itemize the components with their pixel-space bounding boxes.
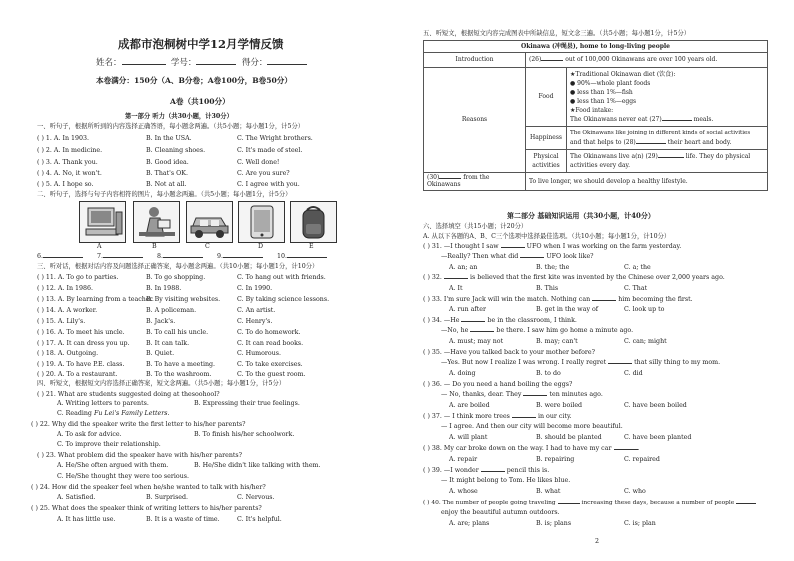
q1-option-b[interactable]: B. In the USA. xyxy=(146,135,192,142)
student-id-field[interactable] xyxy=(196,64,236,65)
car-icon[interactable] xyxy=(186,201,233,243)
q39-option-b[interactable]: B. what xyxy=(536,488,561,495)
q37-option-a[interactable]: A. will plant xyxy=(449,434,488,441)
q17-option-b[interactable]: B. It can talk. xyxy=(146,340,190,347)
q34-option-a[interactable]: A. must; may not xyxy=(449,338,504,345)
q32-option-a[interactable]: A. It xyxy=(449,285,463,292)
question-16[interactable]: ( ) 16. A. To meet his uncle. xyxy=(37,329,125,336)
answer-line-9[interactable]: 9. xyxy=(217,253,263,261)
question-40: ( ) 40. The number of people going traveling increasing these days, because a number of people xyxy=(423,499,756,507)
q18-option-c[interactable]: C. Humorous. xyxy=(237,350,281,357)
question-14[interactable]: ( ) 14. A. A worker. xyxy=(37,307,98,314)
q38-option-b[interactable]: B. repairing xyxy=(536,456,575,463)
question-19[interactable]: ( ) 19. A. To have P.E. class. xyxy=(37,361,125,368)
table-title: Okinawa (冲绳县), home to long-living people xyxy=(424,41,768,53)
question-3[interactable]: ( ) 3. A. Thank you. xyxy=(37,159,98,166)
q40-option-a[interactable]: A. are; plans xyxy=(449,520,490,527)
question-25: ( ) 25. What does the speaker think of writing letters to his/her parents? xyxy=(31,505,262,512)
conclusion-cell: To live longer, we should develop a healthy lifestyle. xyxy=(526,173,768,191)
question-13[interactable]: ( ) 13. A. By learning from a teacher. xyxy=(37,296,154,303)
question-34-reply: —No, he be there. I saw him go home a minute ago. xyxy=(441,327,634,334)
q23-option-b[interactable]: B. He/She didn't like talking with them. xyxy=(194,462,321,469)
question-12[interactable]: ( ) 12. A. In 1986. xyxy=(37,285,94,292)
q36-option-b[interactable]: B. were boiled xyxy=(536,402,583,409)
question-24: ( ) 24. How did the speaker feel when he/she wanted to talk with his/her? xyxy=(31,484,266,491)
q11-option-b[interactable]: B. To go shopping. xyxy=(146,274,206,281)
question-39-reply: — It might belong to Tom. He likes blue. xyxy=(441,477,571,484)
q31-option-b[interactable]: B. the; the xyxy=(536,264,570,271)
blank-31-2[interactable] xyxy=(520,257,544,258)
q31-option-c[interactable]: C. a; the xyxy=(624,264,651,271)
answer-line-8[interactable]: 8. xyxy=(157,253,203,261)
q40-option-c[interactable]: C. is; plan xyxy=(624,520,656,527)
q36-option-a[interactable]: A. are boiled xyxy=(449,402,490,409)
blank-40-1[interactable] xyxy=(558,503,580,504)
question-22: ( ) 22. Why did the speaker write the first letter to his/her parents? xyxy=(31,421,246,428)
happiness-label: Happiness xyxy=(526,127,567,150)
happiness-cell: The Okinawans like joining in different kinds of social activities and that helps to (28) their heart and body. xyxy=(567,127,768,150)
question-33: ( ) 33. I'm sure Jack will win the match. Nothing can him becoming the first. xyxy=(423,296,693,303)
introduction-label: Introduction xyxy=(424,53,526,68)
blank-34-1[interactable] xyxy=(461,321,485,322)
blank-37[interactable] xyxy=(512,417,536,418)
reasons-label: Reasons xyxy=(424,68,526,173)
blank-32[interactable] xyxy=(444,278,468,279)
page-number: 2 xyxy=(595,538,600,545)
section3-instructions: 三、听对话，根据对话内容及问题选择正确答案，每小题念两遍。（共10小题；每小题1分，计10分） xyxy=(37,263,319,270)
q24-option-b[interactable]: B. Surprised. xyxy=(146,494,189,501)
q15-option-c[interactable]: C. Henry's. xyxy=(237,318,273,325)
q40-option-b[interactable]: B. is; plans xyxy=(536,520,572,527)
q16-option-c[interactable]: C. To do homework. xyxy=(237,329,301,336)
blank-30[interactable] xyxy=(439,178,461,179)
q31-option-a[interactable]: A. an; an xyxy=(449,264,478,271)
q18-option-b[interactable]: B. Quiet. xyxy=(146,350,175,357)
question-11[interactable]: ( ) 11. A. To go to parties. xyxy=(37,274,119,281)
food-label: Food xyxy=(526,68,567,127)
q25-option-a[interactable]: A. It has little use. xyxy=(57,516,116,523)
question-38: ( ) 38. My car broke down on the way. I had to have my car . xyxy=(423,445,640,452)
blank-31-1[interactable] xyxy=(501,247,525,248)
q35-option-b[interactable]: B. to do xyxy=(536,370,561,377)
q12-option-c[interactable]: C. In 1990. xyxy=(237,285,273,292)
q4-option-b[interactable]: B. That's OK. xyxy=(146,170,189,177)
q1-option-a[interactable]: ( ) 1. A. In 1903. xyxy=(37,135,90,142)
question-4[interactable]: ( ) 4. A. No, it won't. xyxy=(37,170,102,177)
q39-option-c[interactable]: C. who xyxy=(624,488,646,495)
q38-option-c[interactable]: C. repaired xyxy=(624,456,660,463)
question-15[interactable]: ( ) 15. A. Lily's. xyxy=(37,318,86,325)
q37-option-c[interactable]: C. have been planted xyxy=(624,434,692,441)
question-20[interactable]: ( ) 20. A. To a restaurant. xyxy=(37,371,118,378)
q13-option-c[interactable]: C. By taking science lessons. xyxy=(237,296,330,303)
q1-option-c[interactable]: C. The Wright brothers. xyxy=(237,135,313,142)
part1-title: 第一部分 听力（共30小题，计30分） xyxy=(125,113,233,120)
reading-person-icon[interactable] xyxy=(133,201,180,243)
section-a-title: A卷（共100分） xyxy=(170,97,230,106)
q16-option-b[interactable]: B. To call his uncle. xyxy=(146,329,209,336)
q19-option-c[interactable]: C. To take exercises. xyxy=(237,361,303,368)
score-note: 本卷满分：150分（A、B分卷；A卷100分，B卷50分） xyxy=(96,76,292,85)
answer-line-6[interactable]: 6. xyxy=(37,253,83,261)
blank-39[interactable] xyxy=(481,471,505,472)
section4-instructions: 四、听短文，根据短文内容选择正确答案，短文念两遍。（共5小题；每小题1分，计5分） xyxy=(37,380,286,387)
q20-option-c[interactable]: C. To the guest room. xyxy=(237,371,306,378)
q33-option-b[interactable]: B. get in the way of xyxy=(536,306,599,313)
picture-label-a: A xyxy=(97,243,102,250)
q22-option-b[interactable]: B. To finish his/her schoolwork. xyxy=(194,431,295,438)
question-23: ( ) 23. What problem did the speaker have with his/her parents? xyxy=(37,452,243,459)
question-35: ( ) 35. —Have you talked back to your mother before? xyxy=(423,349,595,356)
blank-26[interactable] xyxy=(541,60,563,61)
q5-option-b[interactable]: B. Not at all. xyxy=(146,181,187,188)
q2-option-c[interactable]: C. It's made of steel. xyxy=(237,147,303,154)
table-header-row xyxy=(424,41,768,53)
blank-34-2[interactable] xyxy=(470,331,494,332)
blank-27[interactable] xyxy=(662,120,692,121)
picture-label-c: C xyxy=(205,243,210,250)
name-label: 姓名： xyxy=(96,58,122,68)
q4-option-c[interactable]: C. Are you sure? xyxy=(237,170,290,177)
question-34: ( ) 34. —He be in the classroom, I think. xyxy=(423,317,577,324)
food-cell: ★Traditional Okinawan diet (饮食): ● 90%—whole plant foods ● less than 1%—fish ● less than 1%—eggs ★Food intake: The Okinawans never eat (27) meals. xyxy=(567,68,768,127)
answer-line-10[interactable]: 10. xyxy=(277,253,327,261)
student-id-label: 学号： xyxy=(170,58,197,68)
question-37-reply: — I agree. And then our city will become more beautiful. xyxy=(441,423,623,430)
q25-option-c[interactable]: C. It's helpful. xyxy=(237,516,282,523)
q23-option-a[interactable]: A. He/She often argued with them. xyxy=(57,462,169,469)
q21-option-a[interactable]: A. Writing letters to parents. xyxy=(57,400,149,407)
q25-option-b[interactable]: B. It is a waste of time. xyxy=(146,516,220,523)
q33-option-a[interactable]: A. run after xyxy=(449,306,487,313)
right-page xyxy=(397,0,794,561)
question-35-reply: —Yes. But now I realize I was wrong. I really regret that silly thing to my mom. xyxy=(441,359,721,366)
question-31: ( ) 31. —I thought I saw UFO when I was working on the farm yesterday. xyxy=(423,243,682,250)
question-1[interactable] xyxy=(37,135,89,143)
q17-option-c[interactable]: C. It can read books. xyxy=(237,340,304,347)
q35-option-a[interactable]: A. doing xyxy=(449,370,476,377)
q22-option-a[interactable]: A. To ask for advice. xyxy=(57,431,122,438)
q36-option-c[interactable]: C. have been boiled xyxy=(624,402,687,409)
score-field[interactable] xyxy=(267,64,307,65)
q11-option-c[interactable]: C. To hang out with friends. xyxy=(237,274,326,281)
q12-option-b[interactable]: B. In 1988. xyxy=(146,285,182,292)
physical-activities-label: Physical activities xyxy=(526,150,567,173)
picture-label-b: B xyxy=(152,243,157,250)
introduction-cell: (26) out of 100,000 Okinawans are over 100 years old. xyxy=(526,53,768,68)
q34-option-c[interactable]: C. can; might xyxy=(624,338,667,345)
picture-label-e: E xyxy=(309,243,314,250)
question-37: ( ) 37. — I think more trees in our city. xyxy=(423,413,572,420)
q24-option-a[interactable]: A. Satisfied. xyxy=(57,494,96,501)
blank-29[interactable] xyxy=(658,157,684,158)
q34-option-b[interactable]: B. may; can't xyxy=(536,338,578,345)
q21-option-b[interactable]: B. Expressing their true feelings. xyxy=(194,400,300,407)
q33-option-c[interactable]: C. look up to xyxy=(624,306,665,313)
picture-label-d: D xyxy=(258,243,264,250)
blank-38[interactable] xyxy=(614,449,638,450)
blank-35[interactable] xyxy=(608,363,632,364)
q32-option-b[interactable]: B. This xyxy=(536,285,559,292)
q35-option-c[interactable]: C. did xyxy=(624,370,643,377)
q5-option-c[interactable]: C. I agree with you. xyxy=(237,181,300,188)
q22-option-c[interactable]: C. To improve their relationship. xyxy=(57,441,161,448)
page-title: 成都市泡桐树中学12月学情反馈 xyxy=(118,37,284,51)
q23-option-c[interactable]: C. He/She thought they were too serious. xyxy=(57,473,189,480)
question-39: ( ) 39. —I wonder pencil this is. xyxy=(423,467,550,474)
q2-option-b[interactable]: B. Cleaning shoes. xyxy=(146,147,206,154)
tablet-icon[interactable] xyxy=(238,201,285,243)
blank-28[interactable] xyxy=(636,143,666,144)
section6-title: 六、选择填空（共15小题；计20分） xyxy=(423,223,528,230)
question-32: ( ) 32. is believed that the first kite was invented by the Chinese over 2,000 years ago. xyxy=(423,274,725,281)
question-21: ( ) 21. What are students suggested doing at thesoohool? xyxy=(37,391,220,398)
q3-option-c[interactable]: C. Well done! xyxy=(237,159,280,166)
question-18[interactable]: ( ) 18. A. Outgoing. xyxy=(37,350,99,357)
computer-icon[interactable] xyxy=(79,201,126,243)
blank-33[interactable] xyxy=(592,300,616,301)
q32-option-c[interactable]: C. That xyxy=(624,285,648,292)
physical-cell: The Okinawans live a(n) (29) life. They do physical activities every day. xyxy=(567,150,768,173)
q3-option-b[interactable]: B. Good idea. xyxy=(146,159,189,166)
okinawa-info-table xyxy=(423,40,768,191)
question-36-reply: — No, thanks, dear. They ten minutes ago. xyxy=(441,391,603,398)
question-5[interactable]: ( ) 5. A. I hope so. xyxy=(37,181,94,188)
question-2[interactable]: ( ) 2. A. In medicine. xyxy=(37,147,103,154)
section6a-instructions: A. 从以下各题的A、B、C三个选项中选择最佳选项。（共10小题；每小题1分，计10分） xyxy=(423,233,671,240)
q14-option-c[interactable]: C. An artist. xyxy=(237,307,276,314)
question-31-reply: —Really? Then what did UFO look like? xyxy=(441,253,594,260)
answer-line-7[interactable]: 7. xyxy=(97,253,143,261)
question-40-line2: enjoy the beautiful autumn outdoors. xyxy=(441,509,560,516)
conclusion-label: (30) from the Okinawans xyxy=(424,173,526,191)
part2-title: 第二部分 基础知识运用（共30小题，计40分） xyxy=(507,211,655,220)
section2-instructions: 二、听句子，选择与句子内容相符的图片，每小题念两遍。（共5小题；每小题1分，计5分） xyxy=(37,191,292,198)
q15-option-b[interactable]: B. Jack's. xyxy=(146,318,176,325)
q39-option-a[interactable]: A. whose xyxy=(449,488,478,495)
table-row-conclusion xyxy=(424,173,768,191)
section5-instructions: 五、听短文，根据短文内容完成图表中所缺信息，短文念三遍。（共5小题；每小题1分，计5分） xyxy=(423,30,691,37)
question-36: ( ) 36. — Do you need a hand boiling the eggs? xyxy=(423,381,573,388)
table-row-food xyxy=(424,68,768,127)
name-field[interactable] xyxy=(122,64,166,65)
blank-36[interactable] xyxy=(523,395,547,396)
score-label: 得分： xyxy=(241,58,268,68)
q37-option-b[interactable]: B. should be planted xyxy=(536,434,602,441)
q24-option-c[interactable]: C. Nervous. xyxy=(237,494,275,501)
q19-option-b[interactable]: B. To have a meeting. xyxy=(146,361,216,368)
blank-40-2[interactable] xyxy=(736,503,756,504)
q38-option-a[interactable]: A. repair xyxy=(449,456,478,463)
q21-option-c[interactable]: C. Reading Fu Lei's Family Letters. xyxy=(57,410,170,417)
q14-option-b[interactable]: B. A policeman. xyxy=(146,307,197,314)
table-row-introduction xyxy=(424,53,768,68)
student-info-line xyxy=(96,58,307,69)
backpack-icon[interactable] xyxy=(290,201,337,243)
section1-instructions: 一、听句子，根据所听到的内容选择正确答语，每小题念两遍。（共5小题；每小题1分，计5分） xyxy=(37,123,305,130)
question-17[interactable]: ( ) 17. A. It can dress you up. xyxy=(37,340,130,347)
q13-option-b[interactable]: B. By visiting websites. xyxy=(146,296,221,303)
q20-option-b[interactable]: B. To the washroom. xyxy=(146,371,212,378)
